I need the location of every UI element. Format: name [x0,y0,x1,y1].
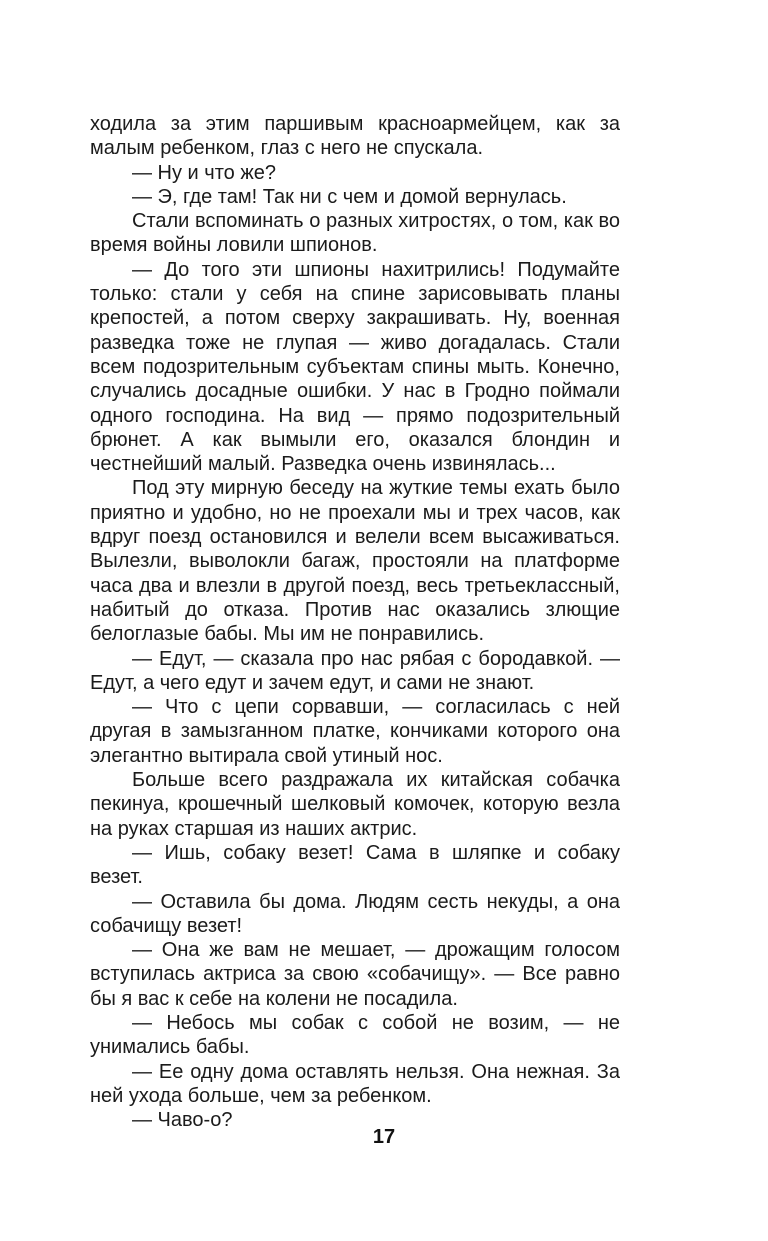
paragraph: Больше всего раздражала их китайская собачка пекинуа, крошечный шелковый комочек, которую везла на руках старшая из наших актрис. [90,769,620,840]
page-text-block [90,112,620,1132]
dialogue-line: — Чаво-о? [132,1109,233,1132]
dialogue-line: — Ее одну дома оставлять нельзя. Она нежная. За ней ухода больше, чем за ребенком. [90,1060,620,1107]
page-number: 17 [372,1126,396,1148]
dialogue-line: — Небось мы собак с собой не возим, — не унимались бабы. [90,1011,620,1059]
dialogue-line: — Оставила бы дома. Людям сесть некуды, а она собачищу везет! [90,890,620,937]
dialogue-line: — Э, где там! Так ни с чем и домой вернулась. [132,185,567,208]
paragraph: Под эту мирную беседу на жуткие темы ехать было приятно и удобно, но не проехали мы и трех часов, как вдруг поезд остановился и велели всем высаживаться. Вылезли, выволокли багаж, простояли на платформе часа два и влезли в другой поезд, весь третьеклассный, набитый до отказа. Против нас оказались злющие белоглазые бабы. Мы им не понравились. [90,477,620,646]
dialogue-line: — Что с цепи сорвавши, — согласилась с ней другая в замызганном платке, кончиками которого она элегантно вытирала свой утиный нос. [90,696,620,767]
dialogue-line: — До того эти шпионы нахитрились! Подумайте только: стали у себя на спине зарисовывать планы крепостей, а потом сверху закрашивать. Ну, военная разведка тоже не глупая — живо догадалась. Стали всем подозрительным субъектам спины мыть. Конечно, случались досадные ошибки. У нас в Гродно поймали одного господина. На вид — прямо подозрительный брюнет. А как вымыли его, оказался блондин и честнейший малый. Разведка очень извинялась... [90,258,620,476]
paragraph-continuation: ходила за этим паршивым красноармейцем, как за малым ребенком, глаз с него не спускала. [90,113,620,160]
dialogue-line: — Ишь, собаку везет! Сама в шляпке и собаку везет. [90,841,620,889]
dialogue-line: — Едут, — сказала про нас рябая с бородавкой. — Едут, а чего едут и зачем едут, и сами не знают. [90,647,620,694]
dialogue-line: — Ну и что же? [132,161,276,184]
dialogue-line: — Она же вам не мешает, — дрожащим голосом вступилась актриса за свою «собачищу». — Все равно бы я вас к себе на колени не посадила. [90,939,620,1010]
paragraph: Стали вспоминать о разных хитростях, о том, как во время войны ловили шпионов. [90,210,620,257]
